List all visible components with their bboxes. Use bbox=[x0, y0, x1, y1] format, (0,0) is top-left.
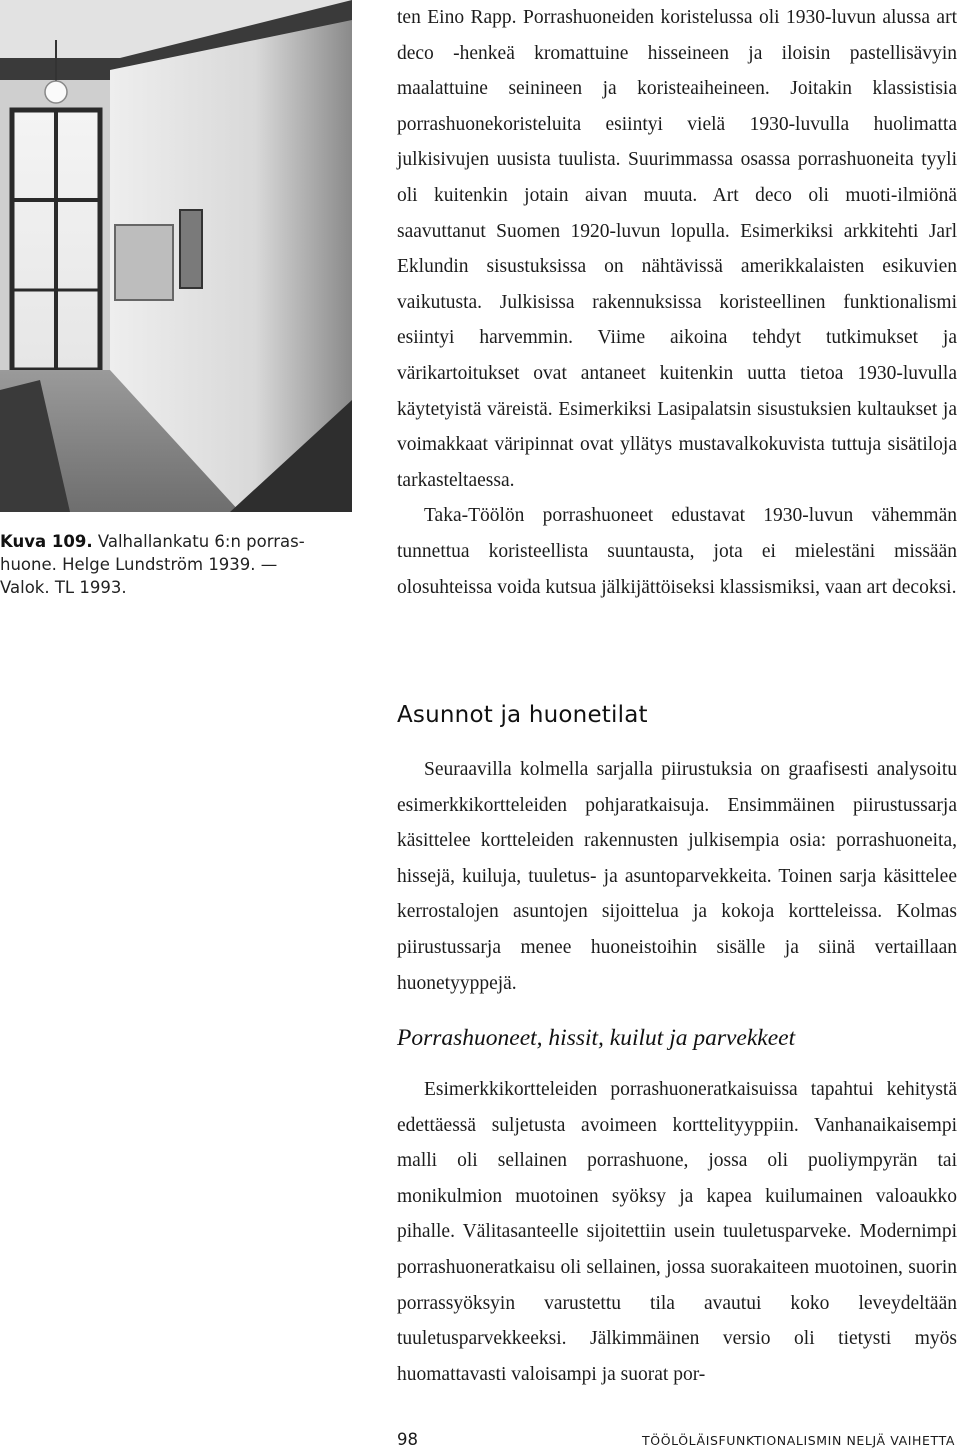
page-number: 98 bbox=[397, 1430, 418, 1449]
figure-caption bbox=[0, 530, 325, 599]
paragraph: Taka-Töölön porrashuoneet edustavat 1930-luvun vähemmän tunnettua koristeellista suuntausta, jota ei mielestäni missään olosuhteissa voida kutsua jälkijättöiseksi klassismiksi, vaan art decoksi. bbox=[397, 505, 957, 598]
body-column-subsection bbox=[397, 1072, 957, 1392]
stairwell-photo bbox=[0, 0, 352, 512]
section-heading: Asunnot ja huonetilat bbox=[397, 702, 648, 728]
paragraph: ten Eino Rapp. Porrashuoneiden koristelussa oli 1930-luvun alussa art deco -henkeä kromattuine hisseineen ja iloisin pastellisävyin maalattuine seinineen ja koristeaiheineen. Joitakin klassistisia porrashuonekoristeluita esiintyi vielä 1930-luvulla huolimatta julkisivujen uusista tuulista. Suurimmassa osassa porrashuoneita tyyli oli kuitenkin jotain aivan muuta. Art deco oli muoti-ilmiönä saavuttanut Suomen 1920-luvun lopulla. Esimerkiksi arkkitehti Jarl Eklundin sisustuksissa on nähtävissä amerikkalaisten esikuvien vaikutusta. Julkisissa rakennuksissa koristeellinen funktionalismi esiintyi harvemmin. Viime aikoina tehdyt tutkimukset ja värikartoitukset ovat antaneet kuitenkin uutta tietoa 1930-luvulla käytetyistä väreistä. Esimerkiksi Lasipalatsin sisustuksien kultaukset ja voimakkaat väripinnat ovat yllätys mustavalkokuvista tuttuja sisätiloja tarkasteltaessa. bbox=[397, 7, 957, 491]
caption-text: Valhallankatu 6:n porras-huone. Helge Lundström 1939. — Valok. TL 1993. bbox=[0, 532, 305, 597]
running-title: TÖÖLÖLÄISFUNKTIONALISMIN NELJÄ VAIHETTA bbox=[642, 1433, 955, 1448]
caption-label: Kuva 109. bbox=[0, 532, 93, 551]
body-column-section bbox=[397, 752, 957, 1001]
subsection-heading: Porrashuoneet, hissit, kuilut ja parvekkeet bbox=[397, 1025, 796, 1051]
paragraph: Seuraavilla kolmella sarjalla piirustuksia on graafisesti analysoitu esimerkkikortteleiden pohjaratkaisuja. Ensimmäinen piirustussarja käsittelee kortteleiden rakennusten julkisempia osia: porrashuoneita, hissejä, kuiluja, tuuletus- ja asuntoparvekkeita. Toinen sarja käsittelee kerrostalojen asuntojen sijoittelua ja kokoja kortteleissa. Kolmas piirustussarja menee huoneistoihin sisälle ja siinä vertaillaan huonetyyppejä. bbox=[397, 759, 957, 994]
body-column-top bbox=[397, 0, 957, 605]
paragraph: Esimerkkikortteleiden porrashuoneratkaisuissa tapahtui kehitystä edettäessä suljetusta avoimeen korttelityyppiin. Vanhanaikaisempi malli oli sellainen porrashuone, jossa oli puoliympyrän tai monikulmion muotoinen syöksy ja kapea kuilumainen valoaukko pihalle. Välitasanteelle sijoitettiin usein tuuletusparveke. Modernimpi porrashuoneratkaisu oli sellainen, jossa suorakaiteen muotoinen, suorin porrassyöksyin varustettu tila avautui koko leveydeltään tuuletusparvekkeeksi. Jälkimmäinen versio oli tietysti myös huomattavasti valoisampi ja suorat por- bbox=[397, 1079, 957, 1385]
